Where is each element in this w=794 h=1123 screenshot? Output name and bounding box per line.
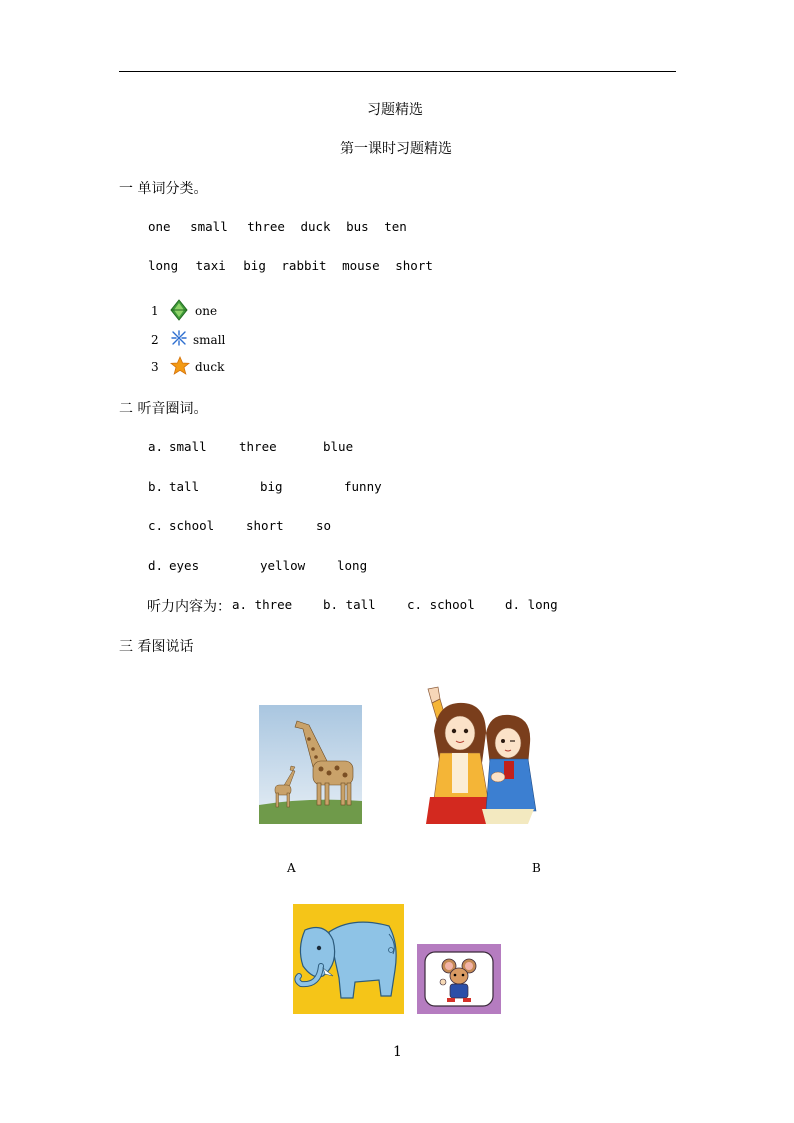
word-line-2	[148, 258, 433, 273]
word: small	[190, 219, 228, 234]
option-word: yellow	[260, 558, 306, 573]
option-word: short	[246, 518, 284, 533]
header-rule	[119, 71, 676, 72]
blue-snowflake-icon	[171, 330, 187, 346]
word: bus	[346, 219, 369, 234]
word-line-1	[148, 219, 407, 234]
word: rabbit	[281, 258, 327, 273]
option-word: eyes	[169, 558, 200, 573]
category-1-word: one	[195, 304, 218, 318]
option-word: tall	[169, 479, 200, 494]
word: one	[148, 219, 171, 234]
section2-heading: 二 听音圈词。	[119, 401, 208, 417]
category-3-word: duck	[195, 360, 225, 374]
word: big	[243, 258, 266, 273]
page-title: 习题精选	[367, 102, 423, 118]
orange-star-icon	[170, 356, 190, 375]
option-word: big	[260, 479, 283, 494]
word: duck	[300, 219, 331, 234]
green-diamond-icon	[170, 299, 188, 321]
category-2-word: small	[193, 333, 226, 347]
word: taxi	[195, 258, 226, 273]
row-label-a: a.	[148, 439, 164, 454]
word: mouse	[342, 258, 380, 273]
category-2-number: 2	[151, 333, 159, 347]
listening-item: b. tall	[323, 597, 376, 612]
option-word: three	[239, 439, 277, 454]
listening-content-label: 听力内容为：	[147, 599, 231, 615]
caption-a: A	[287, 861, 296, 875]
page-number: 1	[393, 1044, 402, 1060]
girls-picture	[416, 681, 538, 824]
row-label-c: c.	[148, 518, 164, 533]
mouse-picture	[417, 944, 501, 1014]
word: three	[247, 219, 285, 234]
row-label-d: d.	[148, 558, 164, 573]
caption-b: B	[532, 861, 541, 875]
listening-item: d. long	[505, 597, 558, 612]
option-word: blue	[323, 439, 354, 454]
elephant-picture	[293, 904, 404, 1014]
page-subtitle: 第一课时习题精选	[340, 141, 452, 157]
section1-heading: 一 单词分类。	[119, 181, 208, 197]
word: long	[148, 258, 179, 273]
word: short	[395, 258, 433, 273]
option-word: small	[169, 439, 207, 454]
giraffe-picture	[259, 705, 362, 824]
category-1-number: 1	[151, 304, 159, 318]
option-word: funny	[344, 479, 382, 494]
category-3-number: 3	[151, 360, 159, 374]
listening-item: c. school	[407, 597, 475, 612]
section3-heading: 三 看图说话	[119, 639, 194, 655]
option-word: so	[316, 518, 332, 533]
option-word: school	[169, 518, 215, 533]
row-label-b: b.	[148, 479, 164, 494]
listening-item: a. three	[232, 597, 293, 612]
word: ten	[384, 219, 407, 234]
option-word: long	[337, 558, 368, 573]
